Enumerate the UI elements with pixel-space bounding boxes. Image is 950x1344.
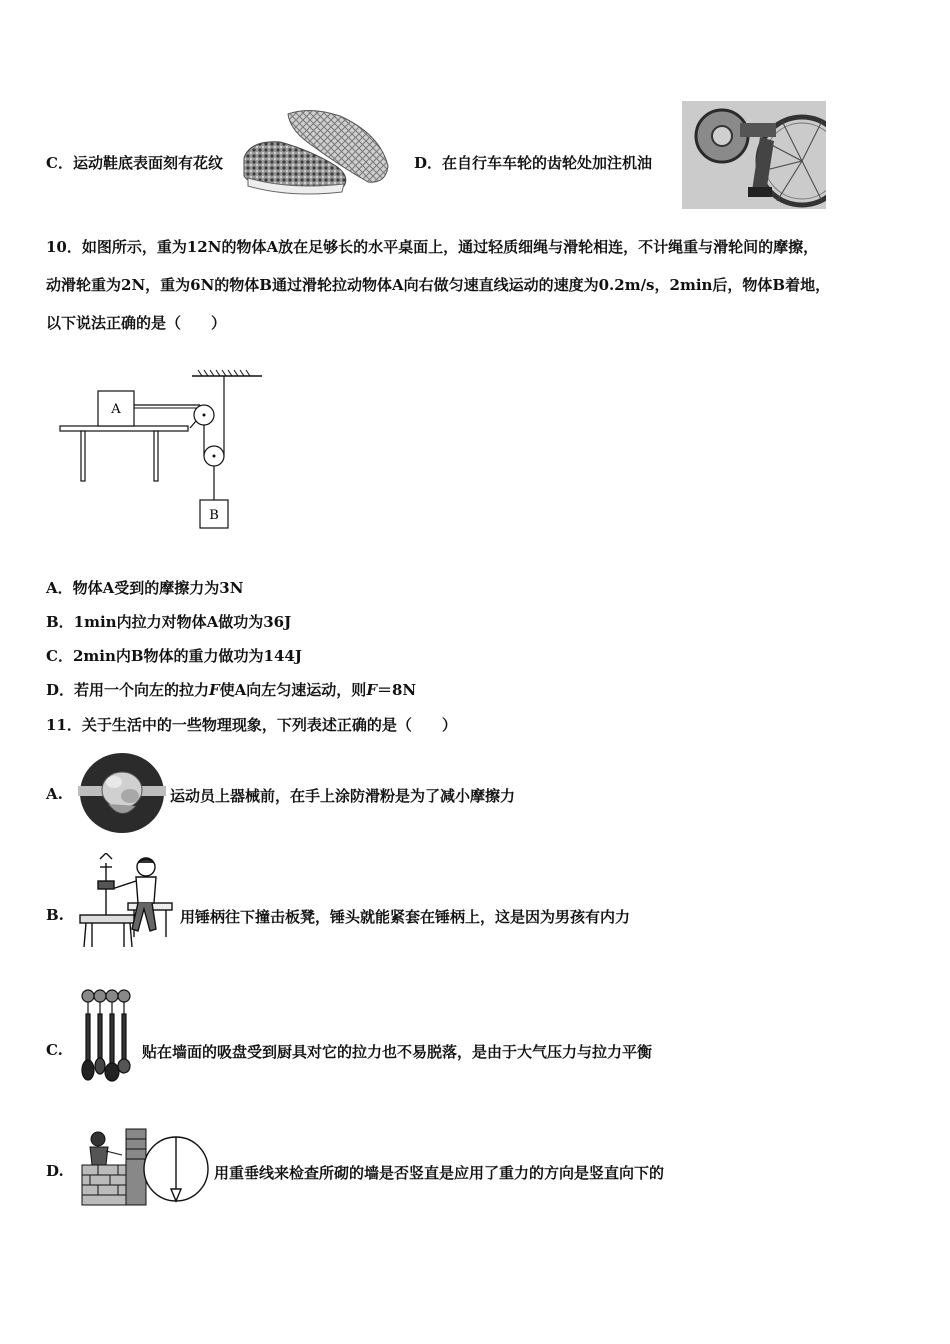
q10-stem-line1: 10．如图所示，重为12N的物体A放在足够长的水平桌面上，通过轻质细绳与滑轮相连，不计绳重与滑轮间的摩擦， — [46, 238, 819, 256]
sneaker-image — [240, 106, 390, 198]
q11-stem: 11．关于生活中的一些物理现象，下列表述正确的是（ ） — [46, 716, 457, 734]
bicycle-gear-image — [682, 101, 826, 209]
q10-option-d-var1: F — [209, 681, 220, 699]
q11-option-c-text: 贴在墙面的吸盘受到厨具对它的拉力也不易脱落，是由于大气压力与拉力平衡 — [142, 1043, 653, 1061]
q11-option-b-letter: B. — [46, 906, 64, 924]
q10-option-d-suffix: ＝8N — [376, 681, 417, 699]
q11-option-b-text: 用锤柄往下撞击板凳，锤头就能紧套在锤柄上，这是因为男孩有内力 — [180, 908, 631, 926]
q9-option-c: C．运动鞋底表面刻有花纹 — [46, 154, 223, 172]
gymnast-hands-image — [78, 752, 166, 834]
plumb-line-wall-image — [78, 1125, 210, 1209]
q10-stem-line3: 以下说法正确的是（ ） — [46, 314, 227, 332]
q10-option-a: A．物体A受到的摩擦力为3N — [46, 579, 244, 597]
q11-option-d-text: 用重垂线来检查所砌的墙是否竖直是应用了重力的方向是竖直向下的 — [214, 1164, 665, 1182]
boy-hammer-bench-image — [76, 853, 176, 953]
block-b-label: B — [209, 508, 219, 523]
suction-hooks-image — [78, 988, 138, 1084]
q10-stem-line2: 动滑轮重为2N，重为6N的物体B通过滑轮拉动物体A向右做匀速直线运动的速度为0.2m/s，2min后，物体B着地， — [46, 276, 831, 294]
q11-option-c-letter: C. — [46, 1041, 63, 1059]
q10-option-b: B．1min内拉力对物体A做功为36J — [46, 613, 292, 631]
q11-option-a-text: 运动员上器械前，在手上涂防滑粉是为了减小摩擦力 — [170, 787, 516, 805]
q10-option-d-prefix: D．若用一个向左的拉力 — [46, 681, 210, 699]
q11-option-d-letter: D. — [46, 1162, 64, 1180]
q10-option-c: C．2min内B物体的重力做功为144J — [46, 647, 302, 665]
q10-option-d-var2: F — [366, 681, 377, 699]
q11-option-a-letter: A. — [46, 785, 63, 803]
q10-option-d-mid: 使A向左匀速运动，则 — [219, 681, 367, 699]
pulley-diagram — [56, 366, 268, 536]
q10-option-d — [46, 679, 416, 700]
block-a-label: A — [111, 402, 121, 417]
q9-option-d: D．在自行车车轮的齿轮处加注机油 — [414, 154, 653, 172]
